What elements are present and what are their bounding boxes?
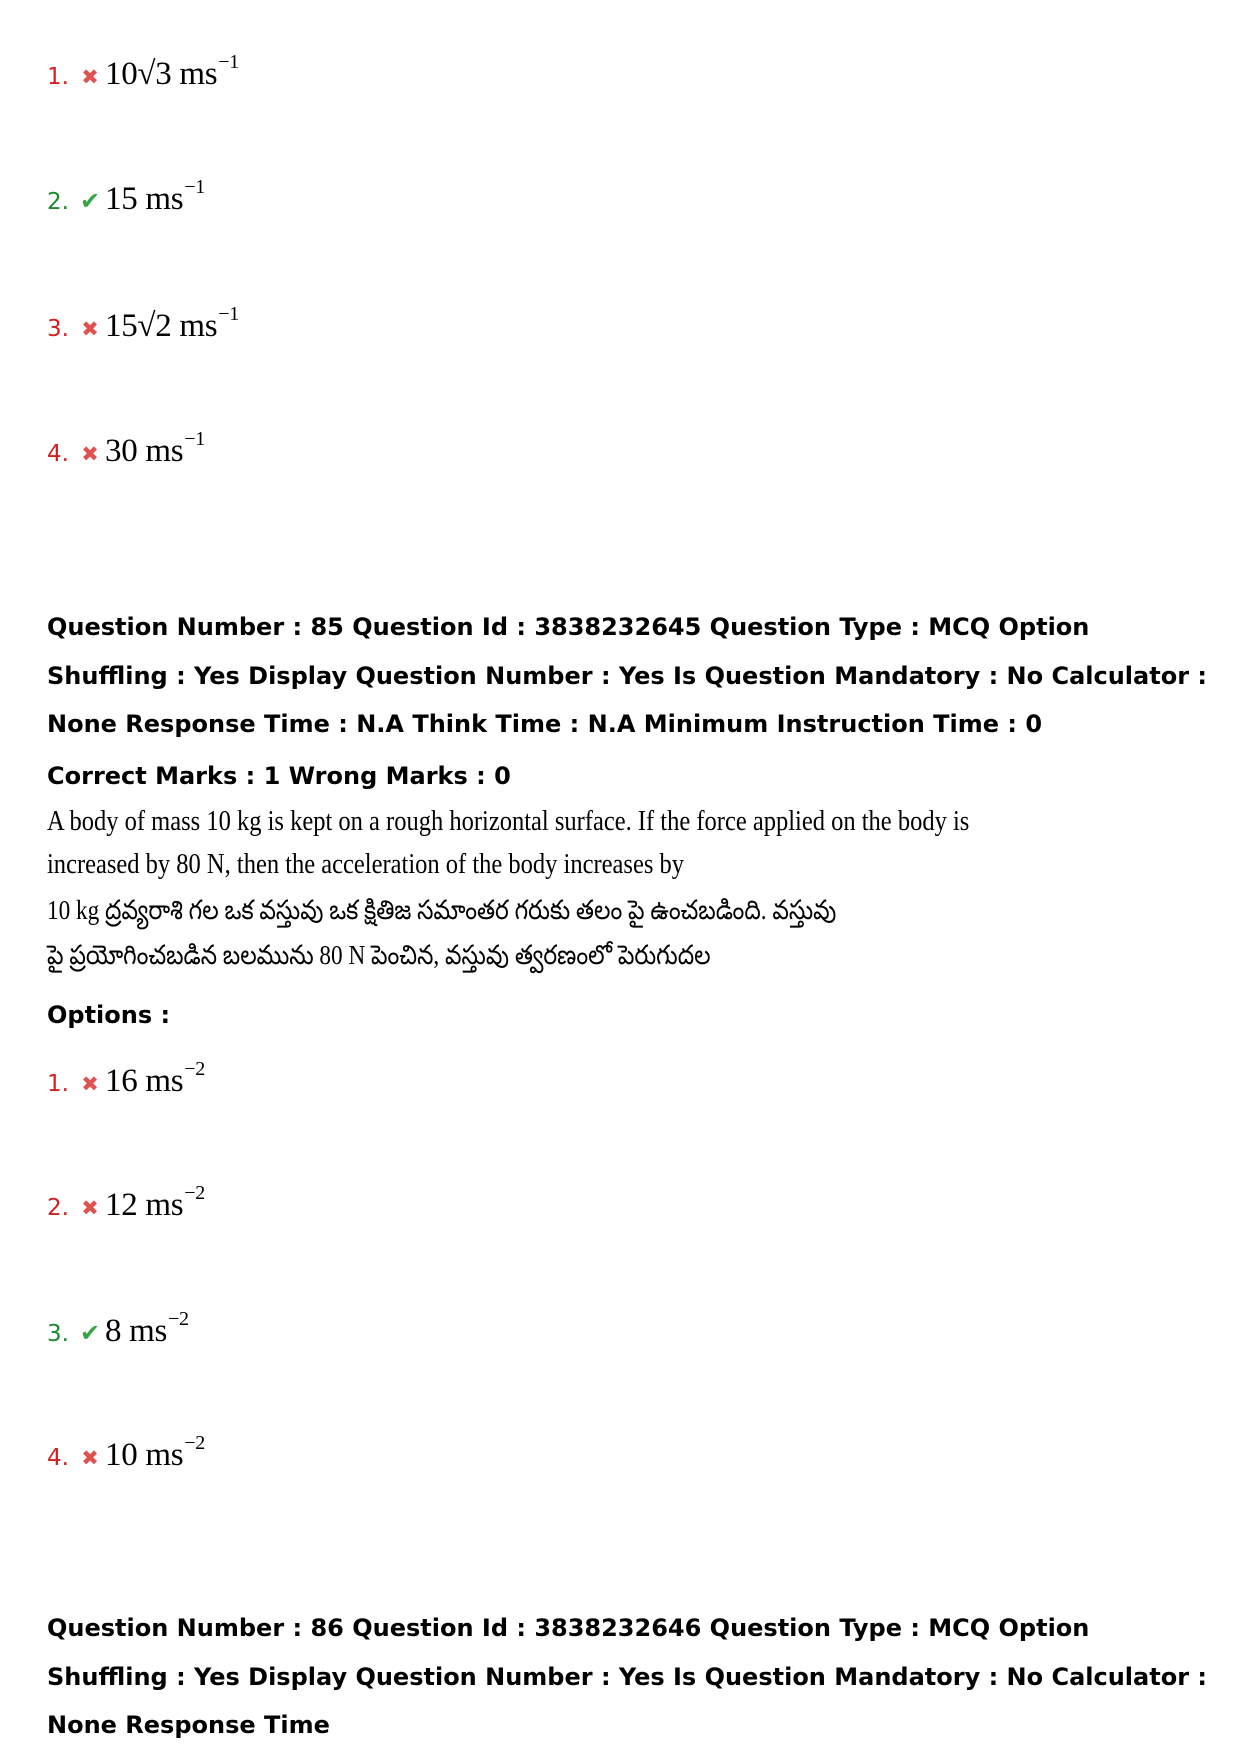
cross-icon: ✖ — [81, 1446, 99, 1470]
question-text-te-line2: పై ప్రయోగించబడిన బలమును 80 N పెంచిన, వస్తువు త్వరణంలో పెరుగుదల — [47, 940, 711, 970]
option-number: 2. — [47, 1195, 69, 1221]
option-number: 3. — [47, 1321, 69, 1347]
option-value: 10 $ms^{-2}$ — [105, 1432, 205, 1473]
option-item — [47, 1432, 205, 1492]
cross-icon: ✖ — [81, 317, 99, 341]
option-item — [47, 51, 239, 111]
option-item — [47, 1308, 189, 1368]
option-value: 16 $ms^{-2}$ — [105, 1058, 205, 1099]
check-icon: ✔ — [79, 187, 101, 215]
option-value: 15 $ms^{-1}$ — [105, 176, 205, 217]
option-number: 2. — [47, 189, 69, 215]
question-text-en-line2: increased by 80 N, then the acceleration of the body increases by — [47, 849, 685, 880]
cross-icon: ✖ — [81, 442, 99, 466]
options-label: Options : — [47, 1001, 171, 1029]
option-value: 10√3 $ms^{-1}$ — [105, 51, 239, 92]
option-item — [47, 1182, 205, 1242]
cross-icon: ✖ — [81, 1196, 99, 1220]
option-item — [47, 1058, 205, 1118]
question-text-te-line1: 10 kg ద్రవ్యరాశి గల ఒక వస్తువు ఒక క్షితిజ సమాంతర గరుకు తలం పై ఉంచబడింది. వస్తువు — [47, 895, 837, 925]
question-meta: Question Number : 86 Question Id : 3838232646 Question Type : MCQ Option Shuffling : Yes Display Question Number : Yes Is Question Mandatory : No Calculator : None Response Time — [47, 1614, 1207, 1739]
option-number: 3. — [47, 316, 69, 342]
question-marks: Correct Marks : 1 Wrong Marks : 0 — [47, 762, 511, 790]
option-number: 4. — [47, 1445, 69, 1471]
option-value: 30 $ms^{-1}$ — [105, 428, 205, 469]
option-value: 15√2 $ms^{-1}$ — [105, 303, 239, 344]
option-item — [47, 176, 205, 236]
option-item — [47, 428, 205, 488]
question-text-en-line1: A body of mass 10 kg is kept on a rough horizontal surface. If the force applied on the body is — [47, 806, 970, 837]
option-value: 12 $ms^{-2}$ — [105, 1182, 205, 1223]
cross-icon: ✖ — [81, 1072, 99, 1096]
option-value: 8 $ms^{-2}$ — [105, 1308, 189, 1349]
option-number: 4. — [47, 441, 69, 467]
option-item — [47, 303, 239, 363]
check-icon: ✔ — [79, 1319, 101, 1347]
cross-icon: ✖ — [81, 65, 99, 89]
question-meta: Question Number : 85 Question Id : 3838232645 Question Type : MCQ Option Shuffling : Yes Display Question Number : Yes Is Question Mandatory : No Calculator : None Response Time : N.A Think Time : N.A Minimum Instruction Time : 0 — [47, 613, 1207, 738]
option-number: 1. — [47, 1071, 69, 1097]
option-number: 1. — [47, 64, 69, 90]
